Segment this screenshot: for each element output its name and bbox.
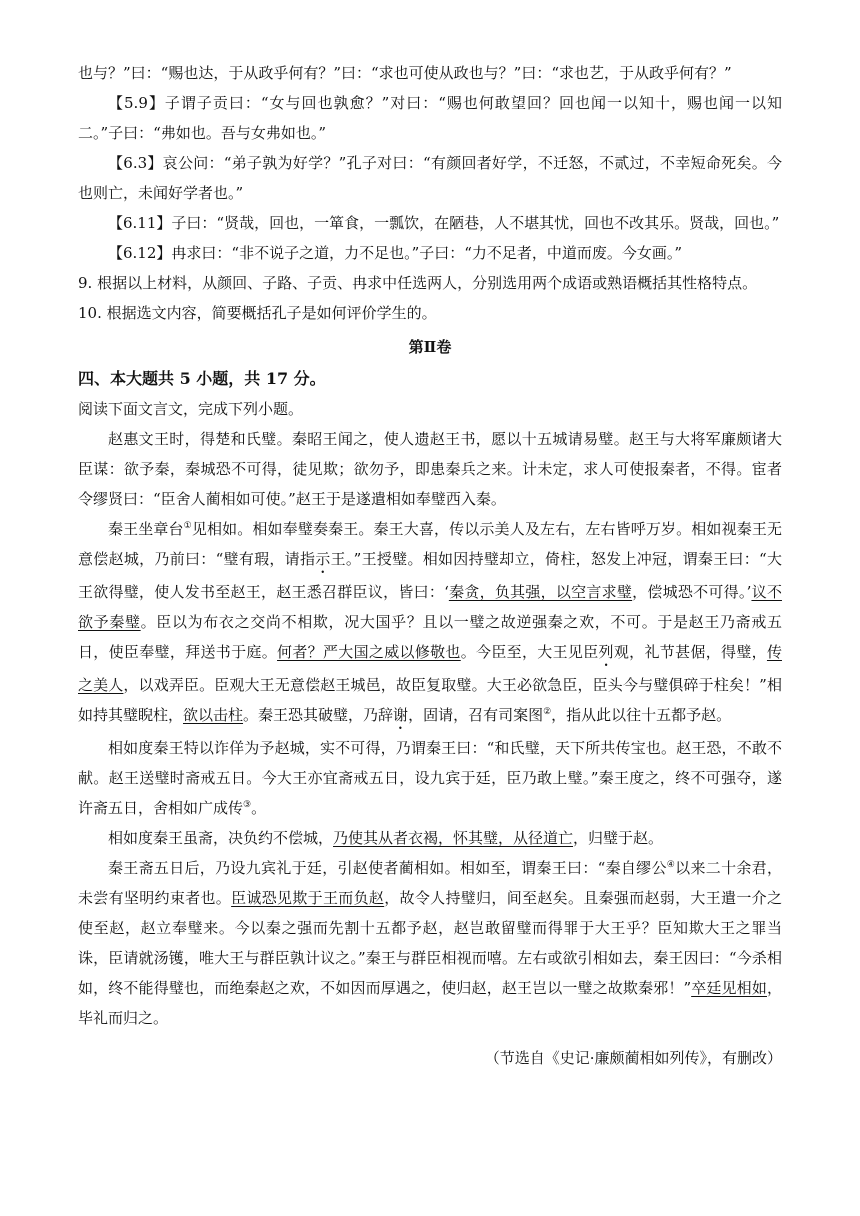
passage-paragraph-1: 赵惠文王时，得楚和氏璧。秦昭王闻之，使人遗赵王书，愿以十五城请易璧。赵王与大将军廉颇诸大臣谋：欲予秦，秦城恐不可得，徒见欺；欲勿予，即患秦兵之来。计未定，求人可使报秦者，不得。宦者令缪贤曰：“臣舍人蔺相如可使。”赵王于是遂遣相如奉璧西入秦。	[78, 430, 782, 508]
underlined-sentence: 议不欲予秦璧	[78, 583, 782, 631]
underlined-sentence: 欲以击柱	[183, 706, 244, 724]
section-title: 四、本大题共 5 小题，共 17 分。	[78, 369, 326, 388]
footnote-marker: ①	[183, 521, 192, 531]
question-9: 9. 根据以上材料，从颜回、子路、子贡、冉求中任选两人，分别选用两个成语或熟语概括其性格特点。	[78, 274, 758, 292]
underlined-sentence: 臣诚恐见欺于王而负赵	[231, 889, 385, 907]
underlined-sentence: 传之美人	[78, 643, 782, 694]
dotted-word: 列	[598, 643, 614, 661]
dotted-word: 谢	[393, 706, 409, 724]
passage-paragraph-4: 相如度秦王虽斋，决负约不偿城，乃使其从者衣褐，怀其璧，从径道亡，归璧于赵。	[108, 829, 664, 847]
quote-6-3: 【6.3】哀公问：“弟子孰为好学？”孔子对曰：“有颜回者好学，不迁怒，不贰过，不幸短命死矣。今也则亡，未闻好学者也。”	[78, 154, 782, 202]
footnote-marker: ③	[243, 800, 252, 810]
underlined-sentence: 秦贪，负其强，以空言求璧	[448, 583, 633, 601]
footnote-marker: ②	[543, 707, 552, 717]
footnote-marker: ④	[666, 860, 676, 870]
source-citation: （节选自《史记·廉颇蔺相如列传》，有删改）	[484, 1049, 782, 1067]
passage-paragraph-3: 相如度秦王特以诈佯为予赵城，实不可得，乃谓秦王曰：“和氏璧，天下所共传宝也。赵王恐，不敢不献。赵王送璧时斋戒五日。今大王亦宜斋戒五日，设九宾于廷，臣乃敢上璧。”秦王度之，终不可强夺，遂许斋五日，舍相如广成传③。	[78, 739, 782, 817]
quote-6-11: 【6.11】子曰：“贤哉，回也，一箪食，一瓢饮，在陋巷，人不堪其忧，回也不改其乐。贤哉，回也。”	[108, 214, 780, 232]
passage-paragraph-2: 秦王坐章台①见相如。相如奉璧奏秦王。秦王大喜，传以示美人及左右，左右皆呼万岁。相如视秦王无意偿赵城，乃前曰：“璧有瑕，请指示王。”王授璧。相如因持璧却立，倚柱，怒发上冲冠，谓秦王曰：“大王欲得璧，使人发书至赵王，赵王悉召群臣议，皆曰：‘秦贪，负其强，以空言求璧，偿城恐不可得。’议不欲予秦璧。臣以为布衣之交尚不相欺，况大国乎？且以一璧之故逆强秦之欢，不可。于是赵王乃斋戒五日，使臣奉璧，拜送书于庭。何者？严大国之威以修敬也。今臣至，大王见臣列观，礼节甚倨，得璧，传之美人，以戏弄臣。臣观大王无意偿赵王城邑，故臣复取璧。大王必欲急臣，臣头今与璧俱碎于柱矣！”相如持其璧睨柱，欲以击柱。秦王恐其破璧，乃辞谢，固请，召有司案图②，指从此以往十五都予赵。	[78, 520, 782, 724]
passage-paragraph-5: 秦王斋五日后，乃设九宾礼于廷，引赵使者蔺相如。相如至，谓秦王曰：“秦自缪公④以来二十余君，未尝有坚明约束者也。臣诚恐见欺于王而负赵，故令人持璧归，间至赵矣。且秦强而赵弱，大王遣一介之使至赵，赵立奉璧来。今以秦之强而先割十五都予赵，赵岂敢留璧而得罪于大王乎？臣知欺大王之罪当诛，臣请就汤镬，唯大王与群臣孰计议之。”秦王与群臣相视而嘻。左右或欲引相如去，秦王因曰：“今杀相如，终不能得璧也，而绝秦赵之欢，不如因而厚遇之，使归赵，赵王岂以一璧之故欺秦邪！”卒廷见相如，毕礼而归之。	[78, 859, 782, 1027]
quote-5-9: 【5.9】子谓子贡曰：“女与回也孰愈？”对曰：“赐也何敢望回？回也闻一以知十，赐也闻一以知二。”子曰：“弗如也。吾与女弗如也。”	[78, 94, 782, 142]
continued-paragraph: 也与？”曰：“赐也达，于从政乎何有？”曰：“求也可使从政也与？”曰：“求也艺，于从政乎何有？”	[78, 64, 732, 82]
underlined-sentence: 卒廷见相如	[691, 979, 767, 997]
quote-6-12: 【6.12】冉求曰：“非不说子之道，力不足也。”子曰：“力不足者，中道而废。今女画。”	[108, 244, 683, 262]
dotted-word: 示	[315, 550, 331, 568]
underlined-sentence: 乃使其从者衣褐，怀其璧，从径道亡	[333, 829, 574, 847]
volume-title: 第Ⅱ卷	[408, 338, 452, 356]
question-10: 10. 根据选文内容，简要概括孔子是如何评价学生的。	[78, 304, 437, 322]
instruction: 阅读下面文言文，完成下列小题。	[78, 400, 304, 418]
underlined-sentence: 何者？严大国之威以修敬也	[277, 643, 461, 661]
